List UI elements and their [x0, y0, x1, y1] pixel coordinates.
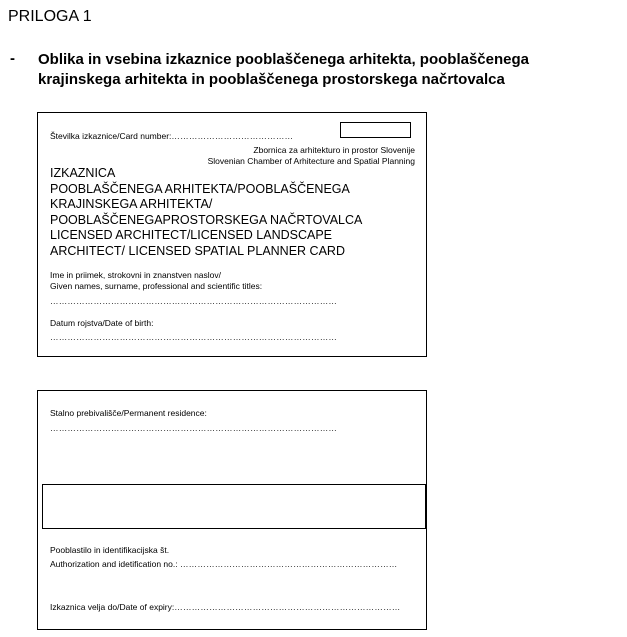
card-title	[50, 166, 362, 260]
expiry-field	[50, 602, 400, 612]
residence-label: Stalno prebivališče/Permanent residence:	[50, 408, 207, 418]
auth-label-sl: Pooblastilo in identifikacijska št.	[50, 545, 170, 555]
card-title-line-1: IZKAZNICA	[50, 166, 116, 180]
card-title-line-6: ARCHITECT/ LICENSED SPATIAL PLANNER CARD	[50, 243, 345, 258]
name-label-sl: Ime in priimek, strokovni in znanstven naslov/	[50, 270, 222, 280]
card-number-field	[50, 131, 293, 141]
card-back	[37, 390, 427, 630]
page-title: PRILOGA 1	[8, 8, 92, 25]
auth-dots: …………………………………………………………………	[179, 559, 398, 569]
chamber-name	[208, 145, 415, 166]
auth-label-en: Authorization and idetification no.:	[50, 559, 178, 569]
document-heading	[38, 50, 529, 90]
dob-dots: ………………………………………………………………………………………	[50, 332, 338, 342]
signature-box	[42, 484, 426, 529]
expiry-label: Izkaznica velja do/Date of expiry:	[50, 602, 175, 612]
card-number-box	[340, 122, 411, 138]
card-title-line-5: LICENSED ARCHITECT/LICENSED LANDSCAPE	[50, 228, 333, 243]
card-title-line-2: POOBLAŠČENEGA ARHITEKTA/POOBLAŠČENEGA	[50, 181, 350, 196]
card-number-label: Številka izkaznice/Card number:	[50, 131, 172, 141]
heading-line-2: krajinskega arhitekta in pooblaščenega prostorskega načrtovalca	[38, 71, 505, 88]
heading-line-1: Oblika in vsebina izkaznice pooblaščenega arhitekta, pooblaščenega	[38, 51, 530, 68]
chamber-name-sl: Zbornica za arhitekturo in prostor Slovenije	[253, 145, 415, 155]
name-label-en: Given names, surname, professional and scientific titles:	[50, 281, 263, 291]
auth-field	[50, 559, 397, 569]
residence-dots: ………………………………………………………………………………………	[50, 423, 338, 433]
name-dots: ………………………………………………………………………………………	[50, 296, 338, 306]
card-front	[37, 112, 427, 357]
card-title-line-4: POOBLAŠČENEGAPROSTORSKEGA NAČRTOVALCA	[50, 212, 363, 227]
list-dash: -	[10, 50, 15, 67]
expiry-dots: ……………………………………………………………………	[174, 602, 401, 612]
card-title-line-3: KRAJINSKEGA ARHITEKTA/	[50, 197, 213, 212]
dob-label: Datum rojstva/Date of birth:	[50, 318, 154, 328]
card-number-dots: ……………………………………	[171, 131, 294, 141]
chamber-name-en: Slovenian Chamber of Arhitecture and Spatial Planning	[207, 155, 415, 166]
